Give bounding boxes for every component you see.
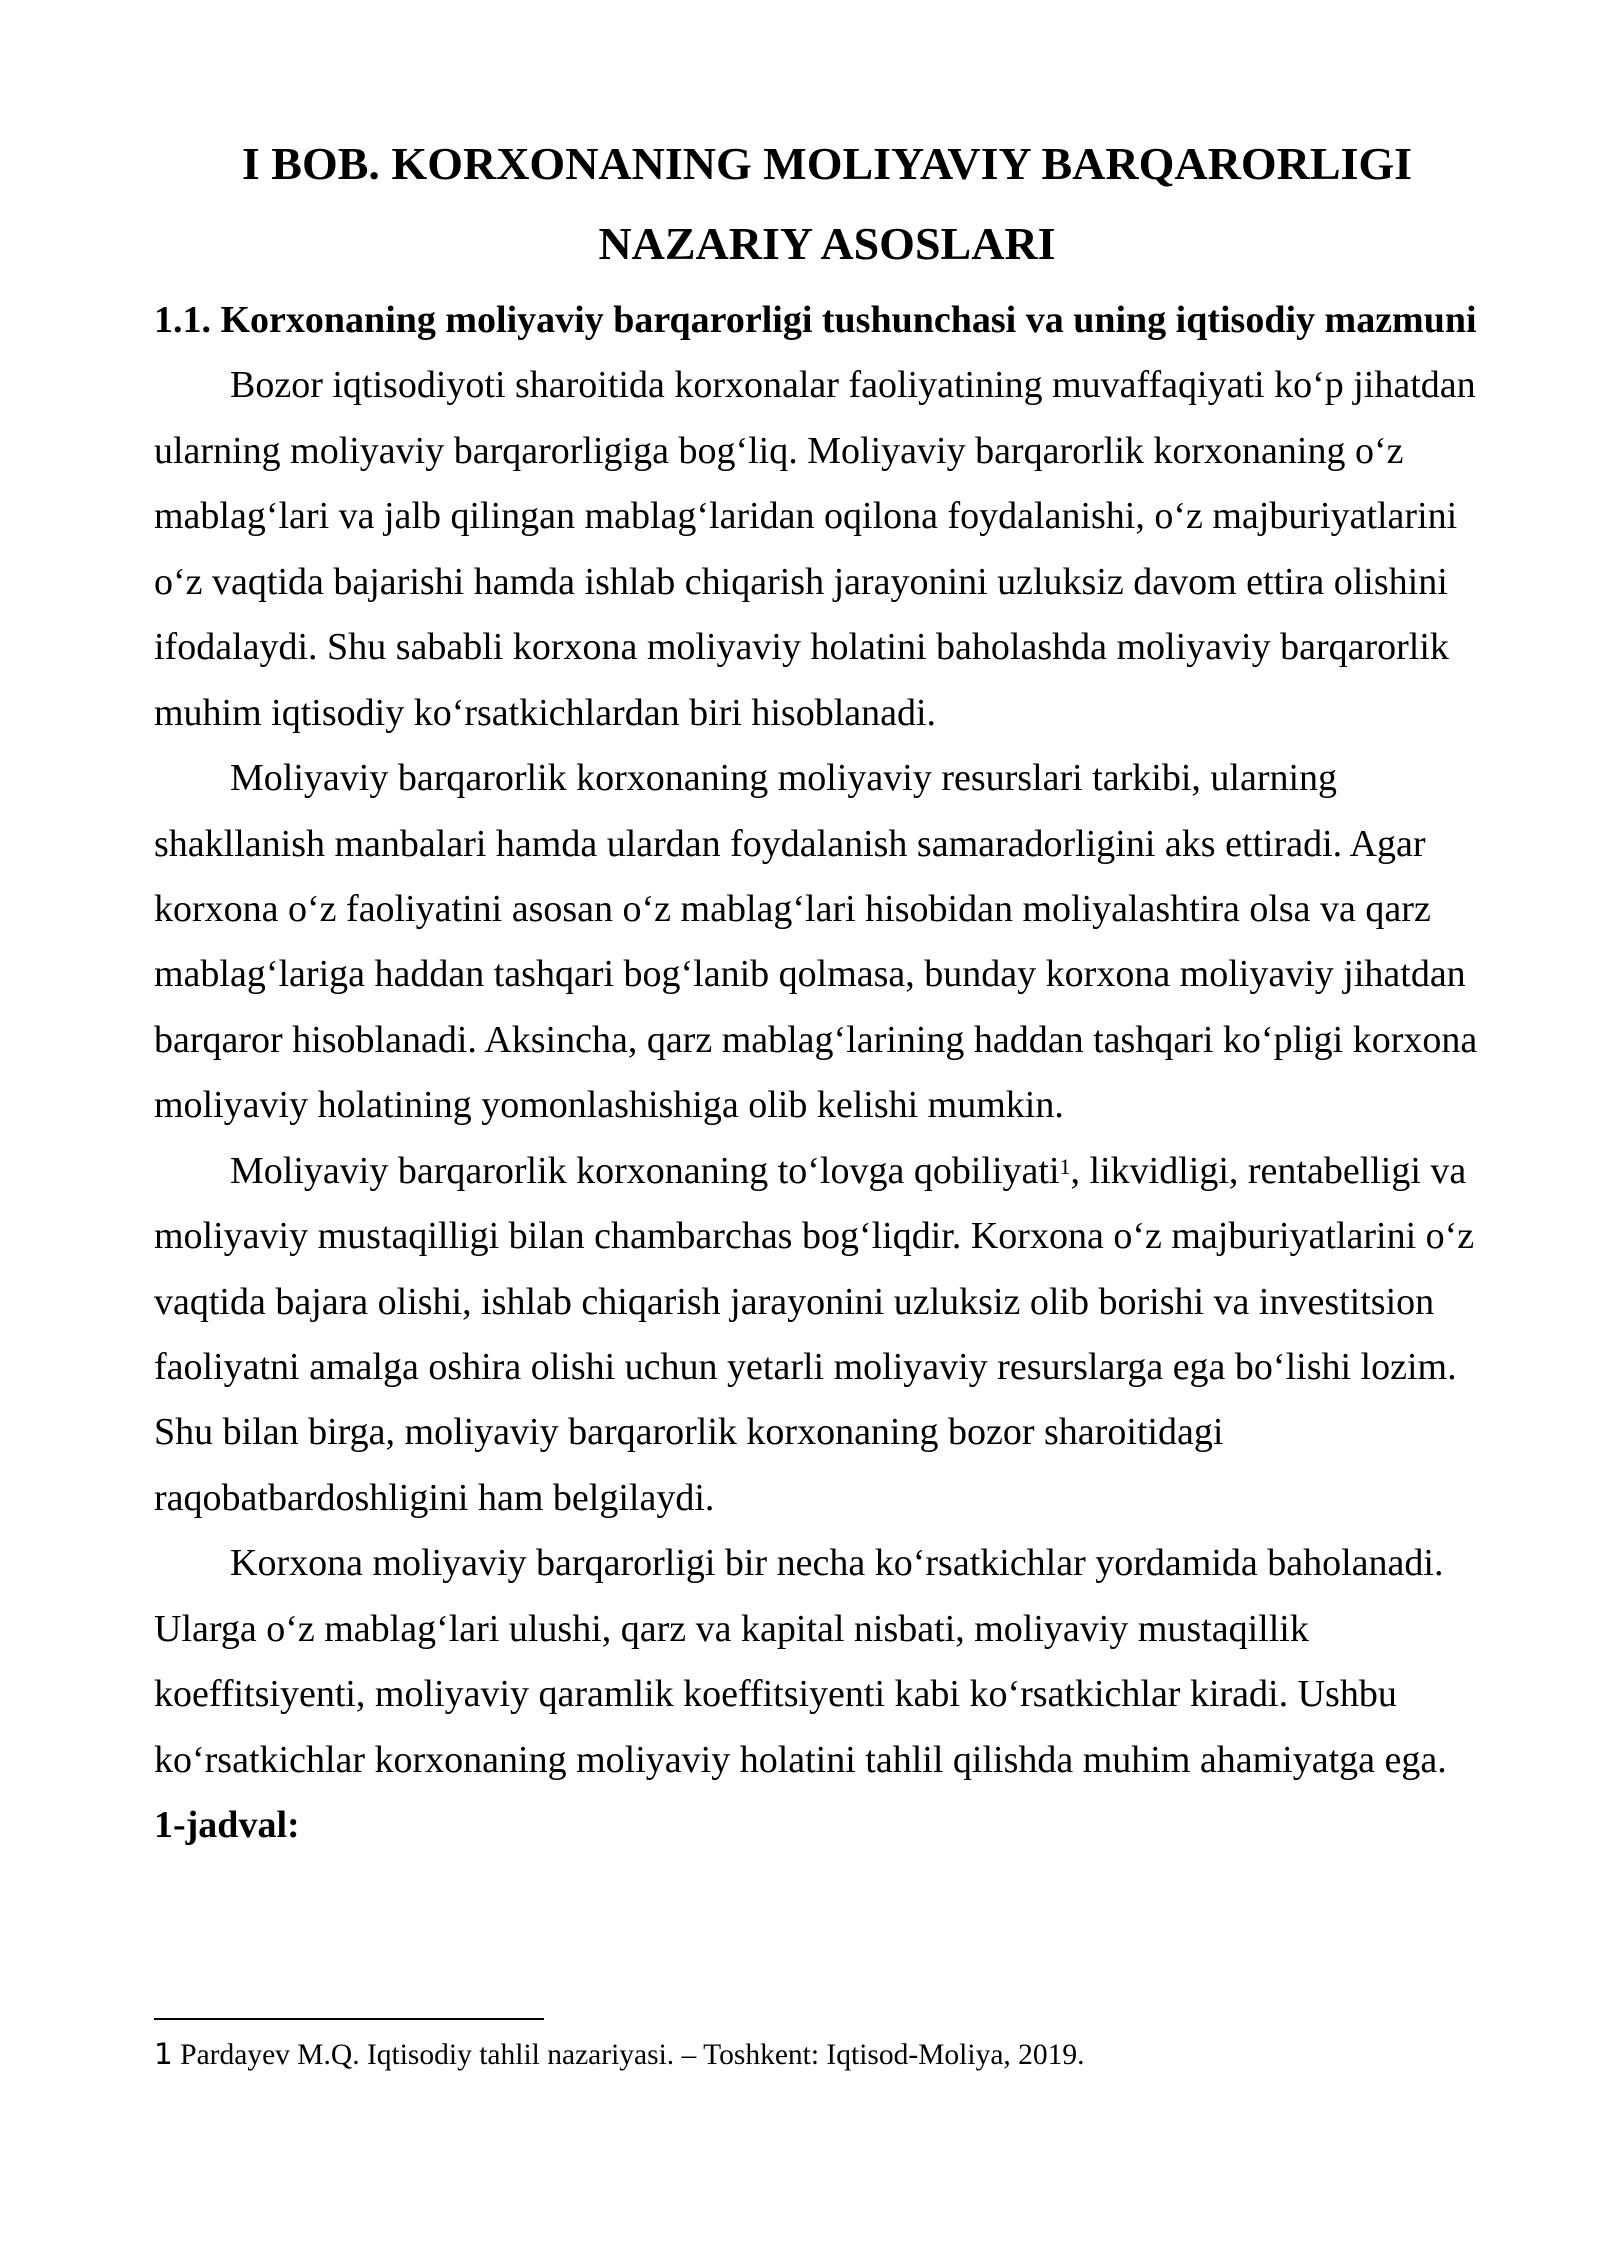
footnote-text: Pardayev M.Q. Iqtisodiy tahlil nazariyasi. – Toshkent: Iqtisod-Moliya, 2019. xyxy=(180,2039,1085,2071)
text-line: muhim iqtisodiy ko‘rsatkichlardan biri hisoblanadi. xyxy=(154,691,937,734)
text-line xyxy=(154,1139,1476,1204)
text-line: o‘z vaqtida bajarishi hamda ishlab chiqarish jarayonini uzluksiz davom ettira olishini xyxy=(154,560,1448,603)
text-line: koeffitsiyenti, moliyaviy qaramlik koeffitsiyenti kabi ko‘rsatkichlar kiradi. Ushbu xyxy=(154,1673,1397,1716)
text-line: barqaror hisoblanadi. Aksincha, qarz mablag‘larining haddan tashqari ko‘pligi korxona xyxy=(154,1018,1478,1061)
text-line: faoliyatni amalga oshira olishi uchun yetarli moliyaviy resurslarga ega bo‘lishi lozim. xyxy=(154,1346,1457,1388)
paragraph xyxy=(154,1531,1476,1793)
chapter-title-line: NAZARIY ASOSLARI xyxy=(598,218,1056,269)
text-segment: Moliyaviy barqarorlik korxonaning to‘lovga qobiliyati xyxy=(230,1149,1060,1192)
text-segment: , likvidligi, rentabelligi va xyxy=(1070,1149,1467,1192)
text-line: mablag‘lari va jalb qilingan mablag‘laridan oqilona foydalanishi, o‘z majburiyatlarini xyxy=(154,495,1458,538)
text-line: moliyaviy mustaqilligi bilan chambarchas bog‘liqdir. Korxona o‘z majburiyatlarini o‘z xyxy=(154,1215,1475,1258)
text-line: Ularga o‘z mablag‘lari ulushi, qarz va kapital nisbati, moliyaviy mustaqillik xyxy=(154,1607,1309,1650)
text-line: Korxona moliyaviy barqarorligi bir necha ko‘rsatkichlar yordamida baholanadi. xyxy=(230,1542,1444,1585)
paragraph xyxy=(154,746,1476,1139)
text-line: korxona o‘z faoliyatini asosan o‘z mablag‘lari hisobidan moliyalashtira olsa va qarz xyxy=(154,887,1431,930)
chapter-title xyxy=(154,124,1500,284)
section-heading: 1.1. Korxonaning moliyaviy barqarorligi tushunchasi va uning iqtisodiy mazmuni xyxy=(154,299,1477,341)
text-line: ifodalaydi. Shu sababli korxona moliyaviy holatini baholashda moliyaviy barqarorlik xyxy=(154,626,1449,669)
footnote-reference: 1 xyxy=(1059,1153,1071,1179)
text-line: ko‘rsatkichlar korxonaning moliyaviy holatini tahlil qilishda muhim ahamiyatga ega. xyxy=(154,1738,1447,1781)
footnote xyxy=(154,2036,1085,2073)
text-line: shakllanish manbalari hamda ulardan foydalanish samaradorligini aks ettiradi. Agar xyxy=(154,822,1426,865)
text-line: mablag‘lariga haddan tashqari bog‘lanib qolmasa, bunday korxona moliyaviy jihatdan xyxy=(154,953,1466,996)
chapter-title-line: I BOB. KORXONANING MOLIYAVIY BARQARORLIGI xyxy=(241,138,1413,189)
footnote-separator xyxy=(154,2018,544,2020)
text-line: Moliyaviy barqarorlik korxonaning moliyaviy resurslari tarkibi, ularning xyxy=(230,757,1338,800)
text-line: vaqtida bajara olishi, ishlab chiqarish jarayonini uzluksiz olib borishi va investitsion xyxy=(154,1280,1435,1323)
text-line: ularning moliyaviy barqarorligiga bog‘liq. Moliyaviy barqarorlik korxonaning o‘z xyxy=(154,429,1404,472)
table-caption: 1-jadval: xyxy=(154,1804,300,1847)
paragraph xyxy=(154,353,1476,746)
footnote-number: 1 xyxy=(154,2037,173,2071)
paragraph xyxy=(154,1139,1476,1532)
body-text xyxy=(154,353,1476,1858)
text-line: raqobatbardoshligini ham belgilaydi. xyxy=(154,1476,715,1519)
text-line: Shu bilan birga, moliyaviy barqarorlik korxonaning bozor sharoitidagi xyxy=(154,1411,1224,1454)
text-line: moliyaviy holatining yomonlashishiga olib kelishi mumkin. xyxy=(154,1084,1064,1127)
text-line: Bozor iqtisodiyoti sharoitida korxonalar faoliyatining muvaffaqiyati ko‘p jihatdan xyxy=(230,364,1476,407)
